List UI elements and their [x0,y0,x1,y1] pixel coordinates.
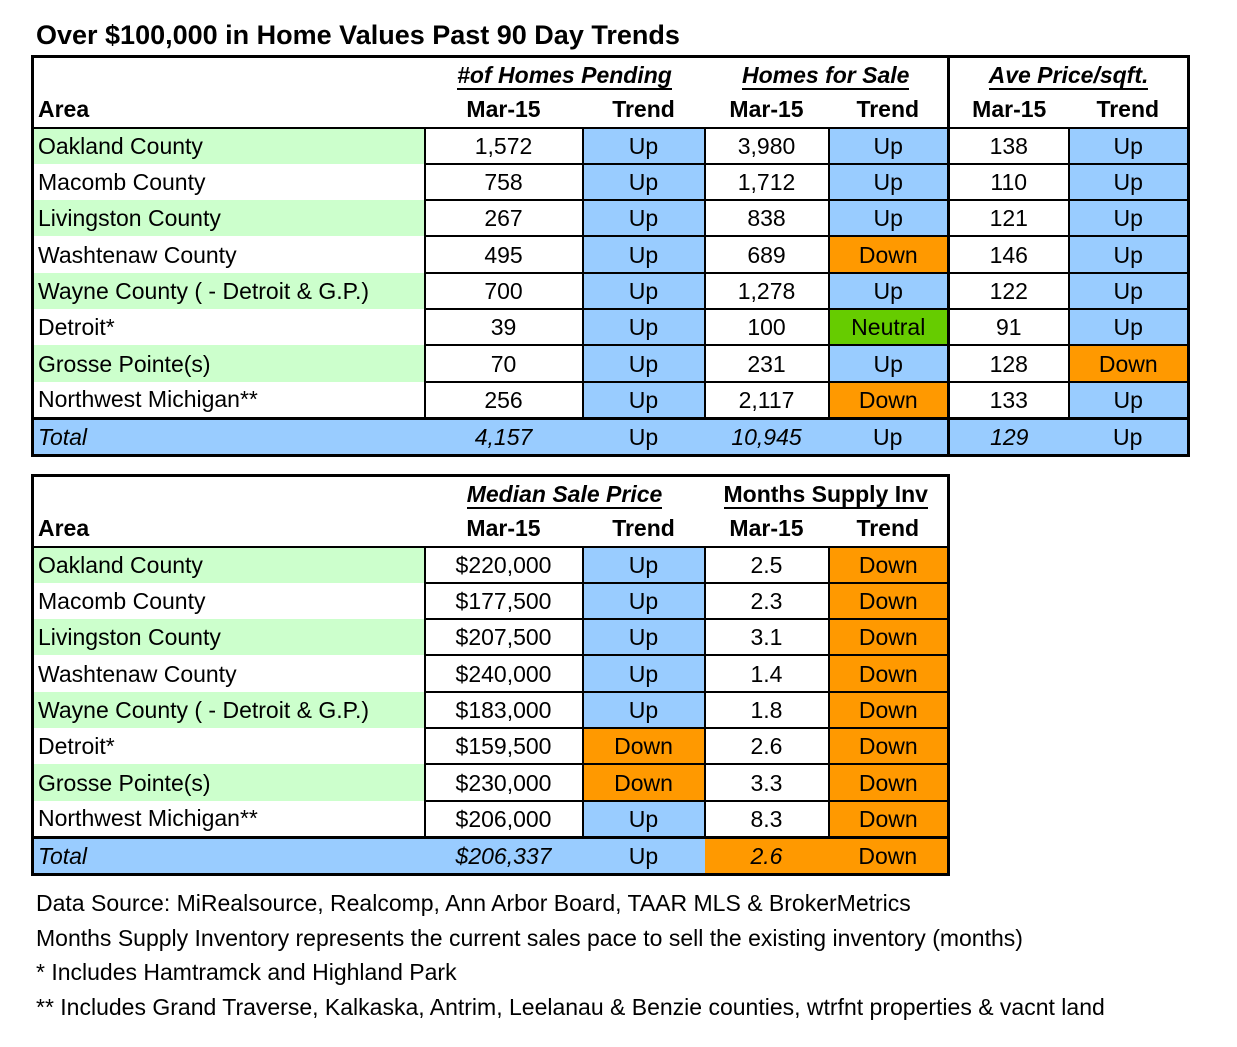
note-months-supply: Months Supply Inventory represents the current sales pace to sell the existing inventory (months) [36,924,1023,951]
area-name: Wayne County ( - Detroit & G.P.) [33,692,425,728]
footnotes [36,886,1105,1024]
trend-cell: Up [829,200,949,236]
trends-table-1 [31,55,1190,457]
value-cell: 128 [949,345,1069,381]
table-row [33,547,949,583]
area-name: Detroit* [38,314,115,341]
value-cell: $207,500 [425,619,583,655]
area-name: Grosse Pointe(s) [33,764,425,800]
value-cell: $206,000 [425,801,583,838]
table-row [33,382,1189,419]
trend-cell: Up [583,345,705,381]
total-trend: Up [1069,418,1189,455]
note-detroit: * Includes Hamtramck and Highland Park [36,959,457,985]
trend-cell: Down [829,692,949,728]
trend-cell: Up [1069,128,1189,164]
trend-cell: Down [829,236,949,272]
group-header-row [33,57,1189,93]
table-row [33,801,949,838]
value-cell: 3.3 [705,764,829,800]
value-cell: 110 [949,164,1069,200]
month-header: Mar-15 [425,511,583,546]
trend-cell: Down [583,728,705,764]
month-header: Mar-15 [949,92,1069,127]
value-cell: 8.3 [705,801,829,838]
trend-header: Trend [583,92,705,127]
trends-table-2 [31,474,950,876]
value-cell: 1.8 [705,692,829,728]
total-value: 4,157 [425,418,583,455]
total-row [33,837,949,874]
table-row [33,236,1189,272]
value-cell: 2.6 [705,728,829,764]
total-label: Total [33,837,425,874]
table-row [33,692,949,728]
area-name: Northwest Michigan** [38,386,258,413]
value-cell: $240,000 [425,655,583,691]
trend-cell: Up [1069,309,1189,345]
area-header: Area [33,511,425,546]
value-cell: 121 [949,200,1069,236]
table-row [33,728,949,764]
value-cell: 3.1 [705,619,829,655]
trend-header: Trend [829,511,949,546]
value-cell: 1.4 [705,655,829,691]
trend-cell: Up [1069,273,1189,309]
area-name: Grosse Pointe(s) [33,345,425,381]
month-header: Mar-15 [705,511,829,546]
value-cell: 700 [425,273,583,309]
table-row [33,164,1189,200]
value-cell: 70 [425,345,583,381]
trend-cell: Up [583,273,705,309]
value-cell: 100 [705,309,829,345]
area-name: Washtenaw County [38,241,237,268]
total-row [33,418,1189,455]
table-row [33,619,949,655]
value-cell: $230,000 [425,764,583,800]
trend-cell: Up [583,547,705,583]
value-cell: 39 [425,309,583,345]
value-cell: 267 [425,200,583,236]
value-cell: 3,980 [705,128,829,164]
group-homes-for-sale: Homes for Sale [742,62,910,89]
total-trend: Up [583,418,705,455]
value-cell: 2.5 [705,547,829,583]
value-cell: 838 [705,200,829,236]
group-price-sqft: Ave Price/sqft. [949,57,1189,93]
trend-cell: Down [829,547,949,583]
total-value: 2.6 [705,837,829,874]
total-trend: Up [829,418,949,455]
group-homes-pending: #of Homes Pending [457,62,672,89]
area-name: Northwest Michigan** [38,805,258,832]
value-cell: 758 [425,164,583,200]
trend-cell: Up [1069,236,1189,272]
total-value: 129 [949,418,1069,455]
total-trend: Up [583,837,705,874]
trend-cell: Up [829,273,949,309]
trend-cell: Up [583,583,705,619]
trend-cell: Up [583,655,705,691]
trend-cell: Up [583,692,705,728]
table-row [33,583,949,619]
value-cell: 256 [425,382,583,419]
note-northwest: ** Includes Grand Traverse, Kalkaska, Antrim, Leelanau & Benzie counties, wtrfnt properties & vacnt land [36,993,1105,1020]
trend-cell: Up [583,309,705,345]
trend-cell: Down [829,655,949,691]
area-header: Area [33,92,425,127]
table-row [33,309,1189,345]
trend-cell: Up [583,128,705,164]
trend-cell: Up [583,164,705,200]
value-cell: 2,117 [705,382,829,419]
table-row [33,764,949,800]
value-cell: 1,572 [425,128,583,164]
trend-header: Trend [583,511,705,546]
trend-cell: Up [583,801,705,838]
value-cell: $220,000 [425,547,583,583]
page-title: Over $100,000 in Home Values Past 90 Day Trends [36,20,680,50]
value-cell: 1,278 [705,273,829,309]
value-cell: 122 [949,273,1069,309]
trend-cell: Up [1069,200,1189,236]
trend-cell: Up [583,200,705,236]
note-data-source: Data Source: MiRealsource, Realcomp, Ann Arbor Board, TAAR MLS & BrokerMetrics [36,890,911,916]
group-header-row [33,476,949,512]
area-name: Macomb County [38,169,206,196]
trend-header: Trend [829,92,949,127]
trend-cell: Up [1069,382,1189,419]
area-name: Macomb County [38,588,206,615]
trend-cell: Up [829,128,949,164]
trend-cell: Down [829,382,949,419]
table-row [33,128,1189,164]
column-header-row [33,92,1189,127]
value-cell: $177,500 [425,583,583,619]
value-cell: $159,500 [425,728,583,764]
group-months-supply: Months Supply Inv [723,481,928,508]
table-row [33,345,1189,381]
trend-cell: Up [1069,164,1189,200]
value-cell: 689 [705,236,829,272]
value-cell: $183,000 [425,692,583,728]
trend-cell: Down [829,764,949,800]
table-row [33,273,1189,309]
value-cell: 231 [705,345,829,381]
value-cell: 495 [425,236,583,272]
trend-cell: Neutral [829,309,949,345]
column-header-row [33,511,949,546]
value-cell: 2.3 [705,583,829,619]
area-name: Oakland County [33,128,425,164]
month-header: Mar-15 [705,92,829,127]
trend-cell: Down [829,728,949,764]
value-cell: 1,712 [705,164,829,200]
value-cell: 146 [949,236,1069,272]
table-row [33,655,949,691]
trend-cell: Down [829,583,949,619]
trend-cell: Down [829,801,949,838]
value-cell: 133 [949,382,1069,419]
area-name: Livingston County [33,619,425,655]
month-header: Mar-15 [425,92,583,127]
total-label: Total [33,418,425,455]
value-cell: 138 [949,128,1069,164]
trend-cell: Up [583,382,705,419]
area-name: Detroit* [38,733,115,760]
area-name: Livingston County [33,200,425,236]
group-median-sale-price: Median Sale Price [466,481,663,508]
area-name: Oakland County [33,547,425,583]
total-value: $206,337 [425,837,583,874]
trend-cell: Down [1069,345,1189,381]
trend-cell: Up [829,164,949,200]
area-name: Wayne County ( - Detroit & G.P.) [33,273,425,309]
trend-cell: Down [583,764,705,800]
area-name: Washtenaw County [38,660,237,687]
total-value: 10,945 [705,418,829,455]
total-trend: Down [829,837,949,874]
value-cell: 91 [949,309,1069,345]
trend-header: Trend [1069,92,1189,127]
trend-cell: Up [583,236,705,272]
trend-cell: Down [829,619,949,655]
trend-cell: Up [829,345,949,381]
table-row [33,200,1189,236]
trend-cell: Up [583,619,705,655]
